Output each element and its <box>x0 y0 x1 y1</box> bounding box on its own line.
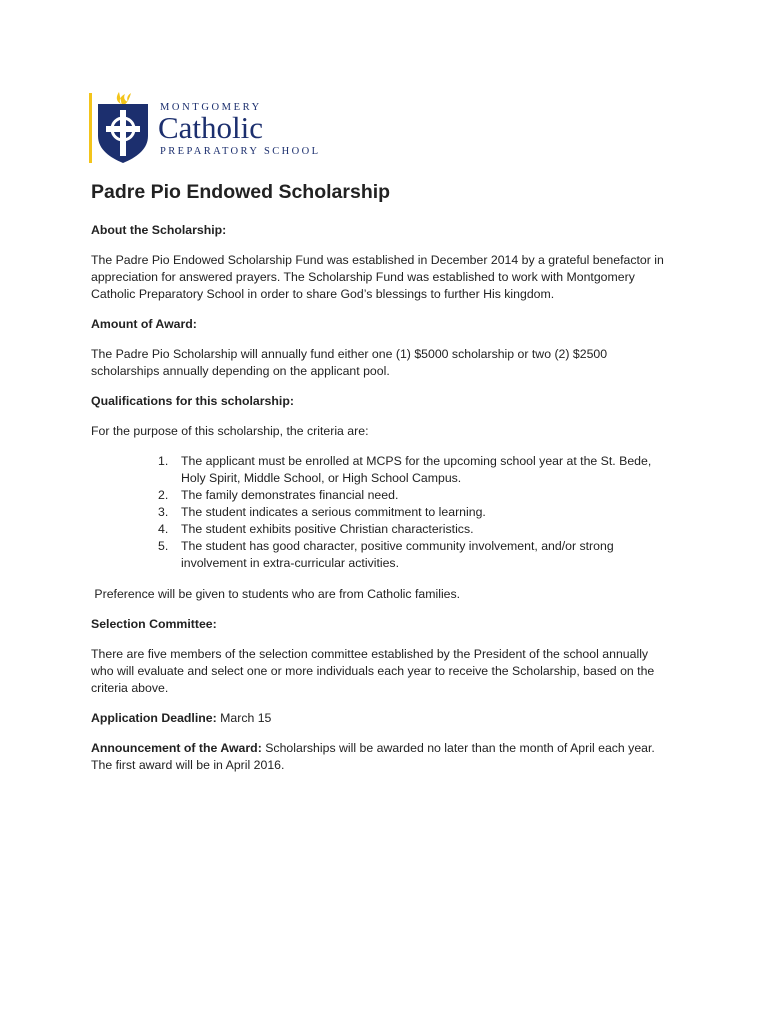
criteria-text: Holy Spirit, Middle School, or High School Campus. <box>181 471 462 485</box>
criteria-number: 2. <box>158 488 169 502</box>
deadline-value: March 15 <box>216 711 272 725</box>
amount-line-2: scholarships annually depending on the applicant pool. <box>91 364 390 378</box>
announcement-line-2: The first award will be in April 2016. <box>91 758 285 772</box>
criteria-number: 4. <box>158 522 169 536</box>
announcement-label: Announcement of the Award: <box>91 741 262 755</box>
criteria-item <box>148 538 668 572</box>
preference-note: Preference will be given to students who are from Catholic families. <box>91 587 461 601</box>
announcement-value: Scholarships will be awarded no later than the month of April each year. <box>261 741 655 755</box>
criteria-text: The student has good character, positive community involvement, and/or strong <box>181 539 614 553</box>
deadline-label: Application Deadline: <box>91 711 217 725</box>
about-line-2: appreciation for answered prayers. The Scholarship Fund was established to work with Montgomery <box>91 270 635 284</box>
about-line-3: Catholic Preparatory School in order to share God’s blessings to further His kingdom. <box>91 287 555 301</box>
criteria-text: The student exhibits positive Christian characteristics. <box>181 522 474 536</box>
logo-line-preparatory-school: PREPARATORY SCHOOL <box>160 146 321 157</box>
selection-heading: Selection Committee: <box>91 617 217 631</box>
qualifications-intro: For the purpose of this scholarship, the criteria are: <box>91 424 369 438</box>
criteria-item <box>148 487 668 504</box>
criteria-number: 3. <box>158 505 169 519</box>
announcement-paragraph <box>91 740 691 774</box>
criteria-text: The applicant must be enrolled at MCPS for the upcoming school year at the St. Bede, <box>181 454 652 468</box>
about-line-1: The Padre Pio Endowed Scholarship Fund was established in December 2014 by a grateful benefactor in <box>91 253 664 267</box>
criteria-text: The family demonstrates financial need. <box>181 488 399 502</box>
amount-paragraph <box>91 346 691 380</box>
selection-line-2: who will evaluate and select one or more individuals each year to receive the Scholarship, based on the <box>91 664 655 678</box>
about-paragraph <box>91 252 691 303</box>
criteria-text: involvement in extra-curricular activities. <box>181 556 399 570</box>
selection-line-3: criteria above. <box>91 681 169 695</box>
amount-heading: Amount of Award: <box>91 317 197 331</box>
criteria-item <box>148 504 668 521</box>
criteria-list <box>148 453 668 572</box>
school-logo <box>89 90 321 164</box>
criteria-number: 5. <box>158 539 169 553</box>
criteria-item <box>148 453 668 487</box>
page-title: Padre Pio Endowed Scholarship <box>91 181 391 203</box>
deadline-line <box>91 710 691 727</box>
logo-gold-bar <box>89 93 92 163</box>
criteria-number: 1. <box>158 454 169 468</box>
qualifications-heading: Qualifications for this scholarship: <box>91 394 294 408</box>
criteria-text: The student indicates a serious commitment to learning. <box>181 505 486 519</box>
selection-paragraph <box>91 646 691 697</box>
amount-line-1: The Padre Pio Scholarship will annually fund either one (1) $5000 scholarship or two (2) $2500 <box>91 347 608 361</box>
selection-line-1: There are five members of the selection committee established by the President of the school annually <box>91 647 649 661</box>
shield-cross-icon <box>95 90 151 164</box>
logo-line-catholic: Catholic <box>158 110 264 145</box>
about-heading: About the Scholarship: <box>91 223 227 237</box>
criteria-item <box>148 521 668 538</box>
logo-line-montgomery: MONTGOMERY <box>160 102 262 113</box>
